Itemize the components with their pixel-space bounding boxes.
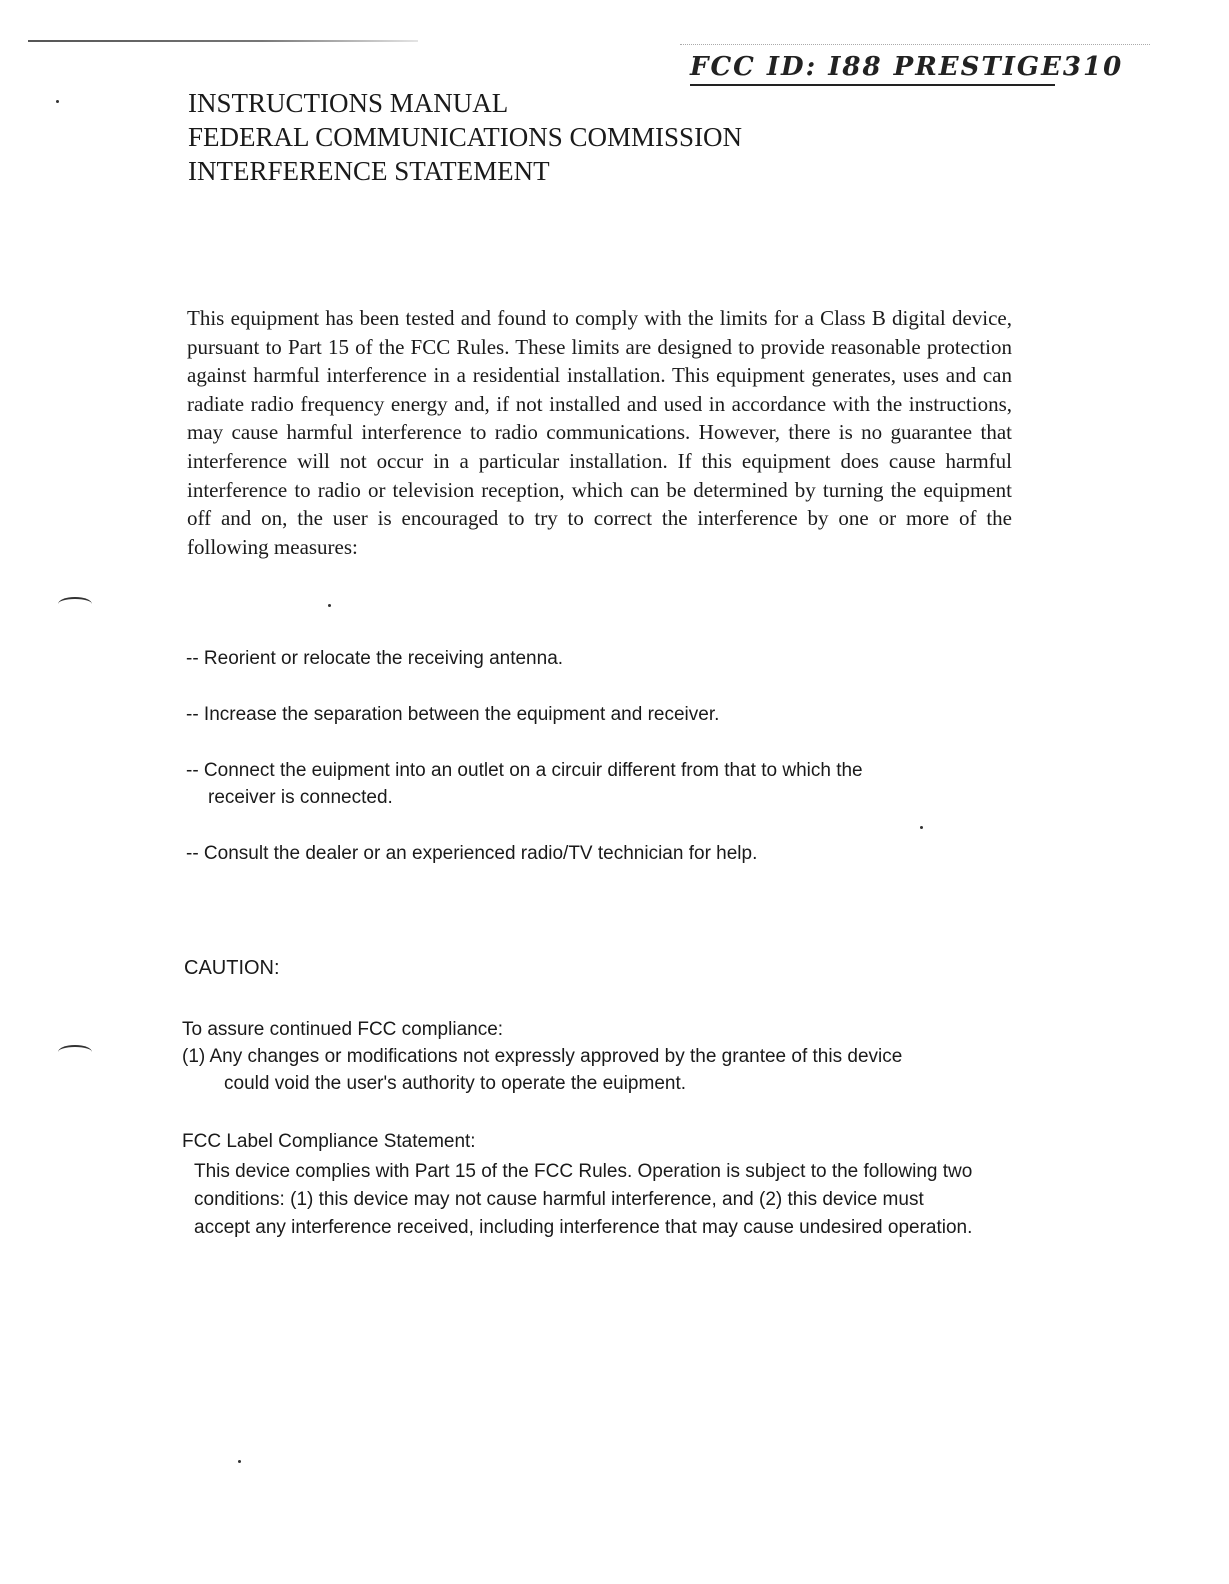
header-line-3: INTERFERENCE STATEMENT [188, 156, 550, 186]
scan-artifact-dotted-line [680, 44, 1150, 46]
document-header [188, 86, 888, 188]
caution-intro: To assure continued FCC compliance: [182, 1019, 504, 1040]
scan-speck [238, 1460, 241, 1463]
scan-speck [328, 604, 331, 607]
caution-item: (1) Any changes or modifications not expressly approved by the grantee of this device could void the user's authority to operate the euipment. [182, 1046, 903, 1094]
measure-item: -- Increase the separation between the equipment and receiver. [186, 704, 720, 725]
intro-paragraph: This equipment has been tested and found to comply with the limits for a Class B digital device, pursuant to Part 15 of the FCC Rules. These limits are designed to provide reasonable protection against harmful interference in a residential installation. This equipment generates, uses and can radiate radio frequency energy and, if not installed and used in accordance with the instructions, may cause harmful interference to radio communications. However, there is no guarantee that interference will not occur in a particular installation. If this equipment does cause harmful interference to radio or television reception, which can be determined by turning the equipment off and on, the user is encouraged to try to correct the interference by one or more of the following measures: [187, 306, 1012, 559]
scan-speck [920, 826, 923, 829]
scan-mark [58, 597, 92, 611]
measure-item: -- Reorient or relocate the receiving antenna. [186, 648, 564, 669]
label-compliance-section [182, 1128, 982, 1242]
caution-section [182, 1016, 942, 1097]
label-heading: FCC Label Compliance Statement: [182, 1131, 476, 1152]
fcc-id-handwritten: FCC ID: I88 PRESTIGE310 [690, 52, 1055, 86]
scan-mark [58, 1045, 92, 1059]
caution-heading: CAUTION: [184, 957, 280, 979]
header-line-1: INSTRUCTIONS MANUAL [188, 88, 509, 118]
scan-speck [56, 100, 59, 103]
scan-artifact-line [28, 40, 418, 42]
header-line-2: FEDERAL COMMUNICATIONS COMMISSION [188, 122, 743, 152]
label-body: This device complies with Part 15 of the FCC Rules. Operation is subject to the following two conditions: (1) this device may not cause harmful interference, and (2) this device must accept any interference received, including interference that may cause undesired operation. [194, 1161, 973, 1238]
measures-list [186, 645, 906, 896]
measure-item: -- Connect the euipment into an outlet on a circuir different from that to which the receiver is connected. [186, 760, 863, 808]
measure-item: -- Consult the dealer or an experienced radio/TV technician for help. [186, 843, 758, 864]
